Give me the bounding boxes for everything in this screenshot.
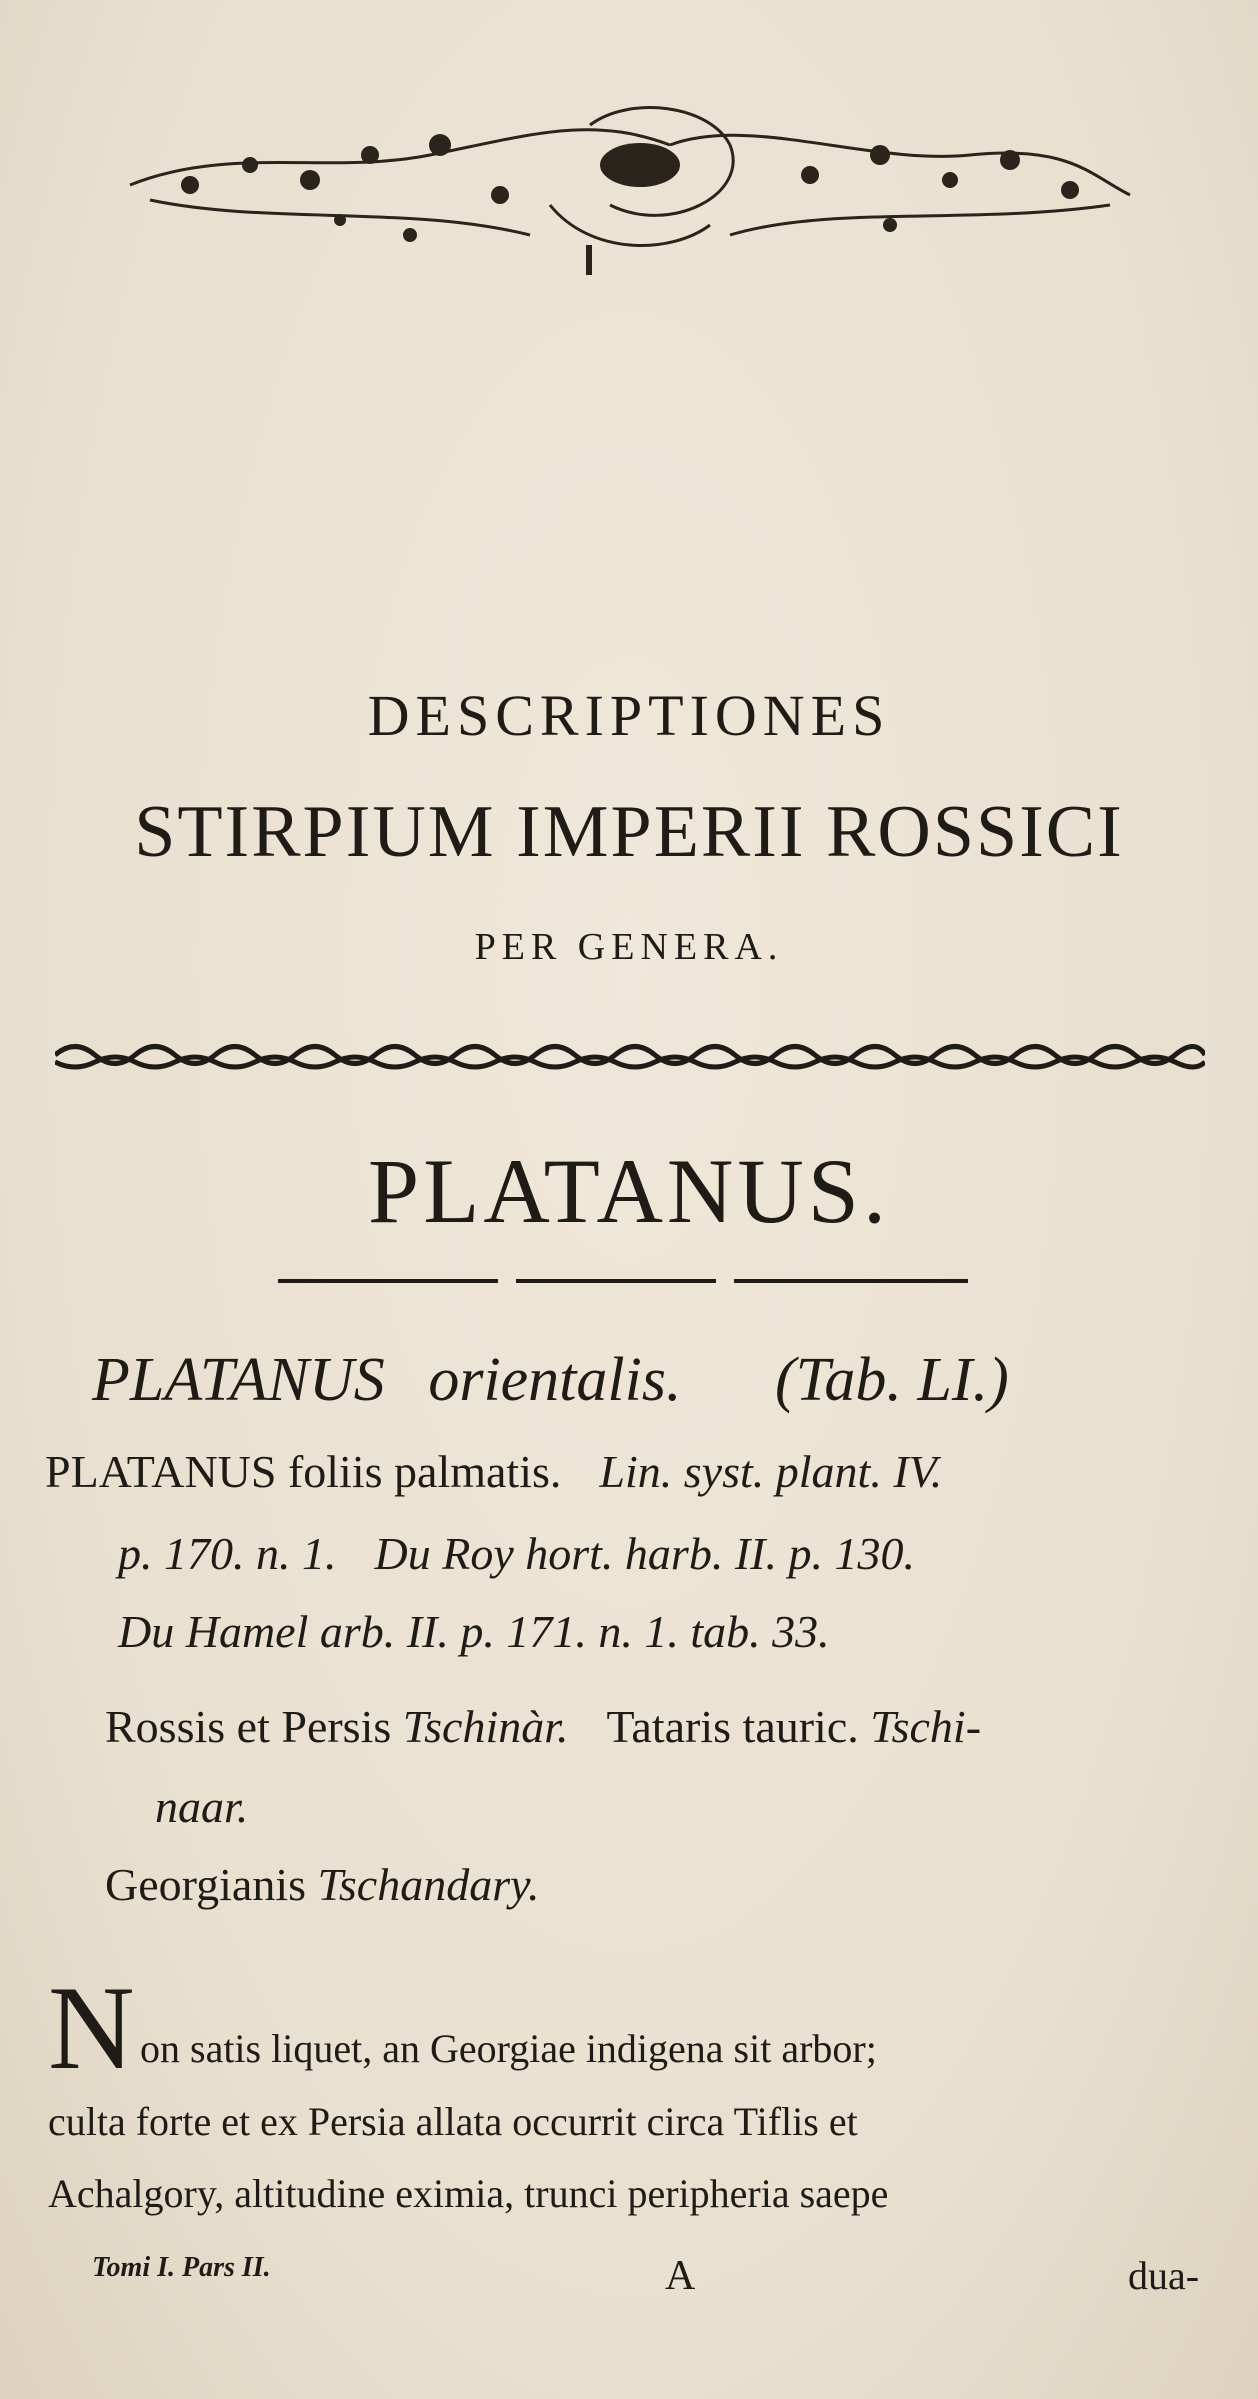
vernacular-line-1 (105, 1700, 981, 1753)
vernacular-name: Tschandary. (317, 1859, 540, 1910)
body-text-line: culta forte et ex Persia allata occurrit circa Tiflis et (48, 2099, 858, 2144)
synonym-reference: Du Roy hort. harb. II. p. 130. (374, 1528, 915, 1579)
genus-title: PLATANUS. (368, 1140, 890, 1242)
heading-descriptiones: DESCRIPTIONES (367, 683, 891, 748)
species-heading (92, 1345, 1009, 1416)
catchword: dua- (1128, 2253, 1200, 2298)
body-text-line: Achalgory, altitudine eximia, trunci peripheria saepe (48, 2171, 889, 2216)
vernacular-name: Tschi- (870, 1701, 982, 1752)
synonym-page: p. 170. n. 1. (118, 1528, 337, 1579)
signature-letter: A (665, 2253, 696, 2299)
signature-note: Tomi I. Pars II. (92, 2252, 271, 2283)
synonym-reference: Lin. syst. plant. IV. (599, 1446, 943, 1497)
vernacular-name: Tschinàr. (402, 1701, 569, 1752)
heading-stirpium: STIRPIUM IMPERII ROSSICI (134, 791, 1124, 873)
vernacular-people: Rossis et Persis (105, 1701, 392, 1752)
synonym-line-2 (118, 1527, 915, 1580)
vernacular-name: naar. (155, 1781, 249, 1832)
synonym-line-3 (118, 1605, 830, 1658)
species-epithet: orientalis. (428, 1346, 682, 1414)
floral-vignette-ornament (110, 85, 1150, 295)
drop-cap: N (48, 1961, 135, 2094)
species-genus-name: PLATANUS (92, 1346, 385, 1414)
body-text-line: on satis liquet, an Georgiae indigena sit arbor; (140, 2026, 877, 2071)
plate-reference: (Tab. LI.) (775, 1346, 1009, 1414)
synonym-line-1 (45, 1445, 942, 1498)
vernacular-line-3 (105, 1858, 539, 1911)
vernacular-people: Georgianis (105, 1859, 307, 1910)
title-rule (278, 1277, 968, 1285)
vernacular-line-2 (155, 1780, 248, 1833)
vernacular-people: Tataris tauric. (606, 1701, 859, 1752)
synonym-reference: Du Hamel arb. II. p. 171. n. 1. tab. 33. (118, 1606, 830, 1657)
synonym-text: PLATANUS foliis palmatis. (45, 1446, 562, 1497)
decorative-border (55, 1038, 1205, 1072)
heading-per-genera: PER GENERA. (474, 926, 784, 968)
